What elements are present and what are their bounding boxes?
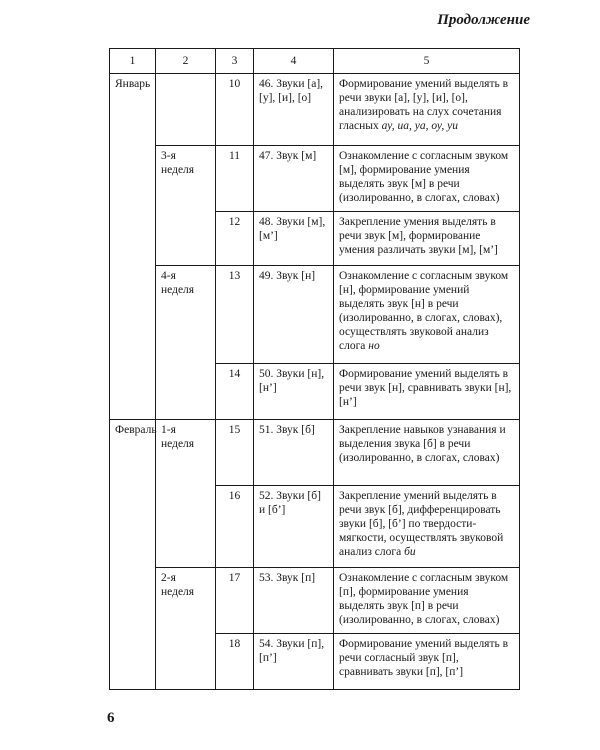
lesson-description: Формирование умений выделять в речи звуки [а], [у], [и], [о], анализировать на слух сочетания гласных ау, иа, уа, оу, уи (334, 74, 520, 146)
lesson-number: 11 (216, 146, 254, 212)
lesson-topic: 47. Звук [м] (254, 146, 334, 212)
column-header: 5 (334, 49, 520, 74)
lesson-number: 13 (216, 266, 254, 364)
lesson-description: Формирование умений выделять в речи звук [н], сравнивать звуки [н], [н’] (334, 364, 520, 420)
column-header: 2 (156, 49, 216, 74)
lesson-topic: 51. Звук [б] (254, 420, 334, 486)
lesson-number: 15 (216, 420, 254, 486)
table-row (110, 266, 520, 364)
month-cell-february: Февраль (110, 420, 156, 690)
lesson-number: 14 (216, 364, 254, 420)
week-cell: 1-я неделя (156, 420, 216, 568)
table-row (110, 146, 520, 212)
column-header: 4 (254, 49, 334, 74)
lesson-description: Формирование умений выделять в речи согласный звук [п], сравнивать звуки [п], [п’] (334, 634, 520, 690)
lesson-description-italic: ау, иа, уа, оу, уи (381, 120, 458, 132)
table-row (110, 420, 520, 486)
week-cell: 3-я неделя (156, 146, 216, 266)
lesson-number: 18 (216, 634, 254, 690)
lesson-topic: 52. Звуки [б] и [б’] (254, 486, 334, 568)
table-row (110, 568, 520, 634)
lesson-description-italic: би (404, 546, 416, 558)
lesson-description: Ознакомление с согласным звуком [м], формирование умения выделять звук [м] в речи (изолированно, в слогах, словах) (334, 146, 520, 212)
lesson-number: 16 (216, 486, 254, 568)
week-cell-empty (156, 74, 216, 146)
lesson-topic: 49. Звук [н] (254, 266, 334, 364)
month-cell-january: Январь (110, 74, 156, 420)
lesson-description-italic: но (368, 340, 380, 352)
lesson-number: 17 (216, 568, 254, 634)
lesson-topic: 53. Звук [п] (254, 568, 334, 634)
lesson-number: 10 (216, 74, 254, 146)
week-cell: 2-я неделя (156, 568, 216, 690)
lesson-description: Ознакомление с согласным звуком [н], формирование умений выделять звук [н] в речи (изолированно, в слогах, словах), осуществлять звуковой анализ слога но (334, 266, 520, 364)
continuation-label: Продолжение (437, 12, 530, 28)
column-header-row (110, 49, 520, 74)
lesson-description: Закрепление умений выделять в речи звук [б], дифференцировать звуки [б], [б’] по твердости-мягкости, осуществлять звуковой анализ слога би (334, 486, 520, 568)
lesson-topic: 50. Звуки [н], [н’] (254, 364, 334, 420)
lesson-topic: 48. Звуки [м], [м’] (254, 212, 334, 266)
lesson-topic: 46. Звуки [а], [у], [и], [о] (254, 74, 334, 146)
lesson-description: Ознакомление с согласным звуком [п], формирование умения выделять звук [п] в речи (изолированно, в слогах, словах) (334, 568, 520, 634)
column-header: 3 (216, 49, 254, 74)
lesson-description: Закрепление умения выделять в речи звук [м], формирование умения различать звуки [м], [м’] (334, 212, 520, 266)
week-cell: 4-я неделя (156, 266, 216, 420)
lesson-topic: 54. Звуки [п], [п’] (254, 634, 334, 690)
page-number: 6 (107, 710, 115, 726)
column-header: 1 (110, 49, 156, 74)
lesson-plan-table (109, 48, 520, 690)
lesson-number: 12 (216, 212, 254, 266)
lesson-description: Закрепление навыков узнавания и выделения звука [б] в речи (изолированно, в слогах, словах) (334, 420, 520, 486)
table-row (110, 74, 520, 146)
